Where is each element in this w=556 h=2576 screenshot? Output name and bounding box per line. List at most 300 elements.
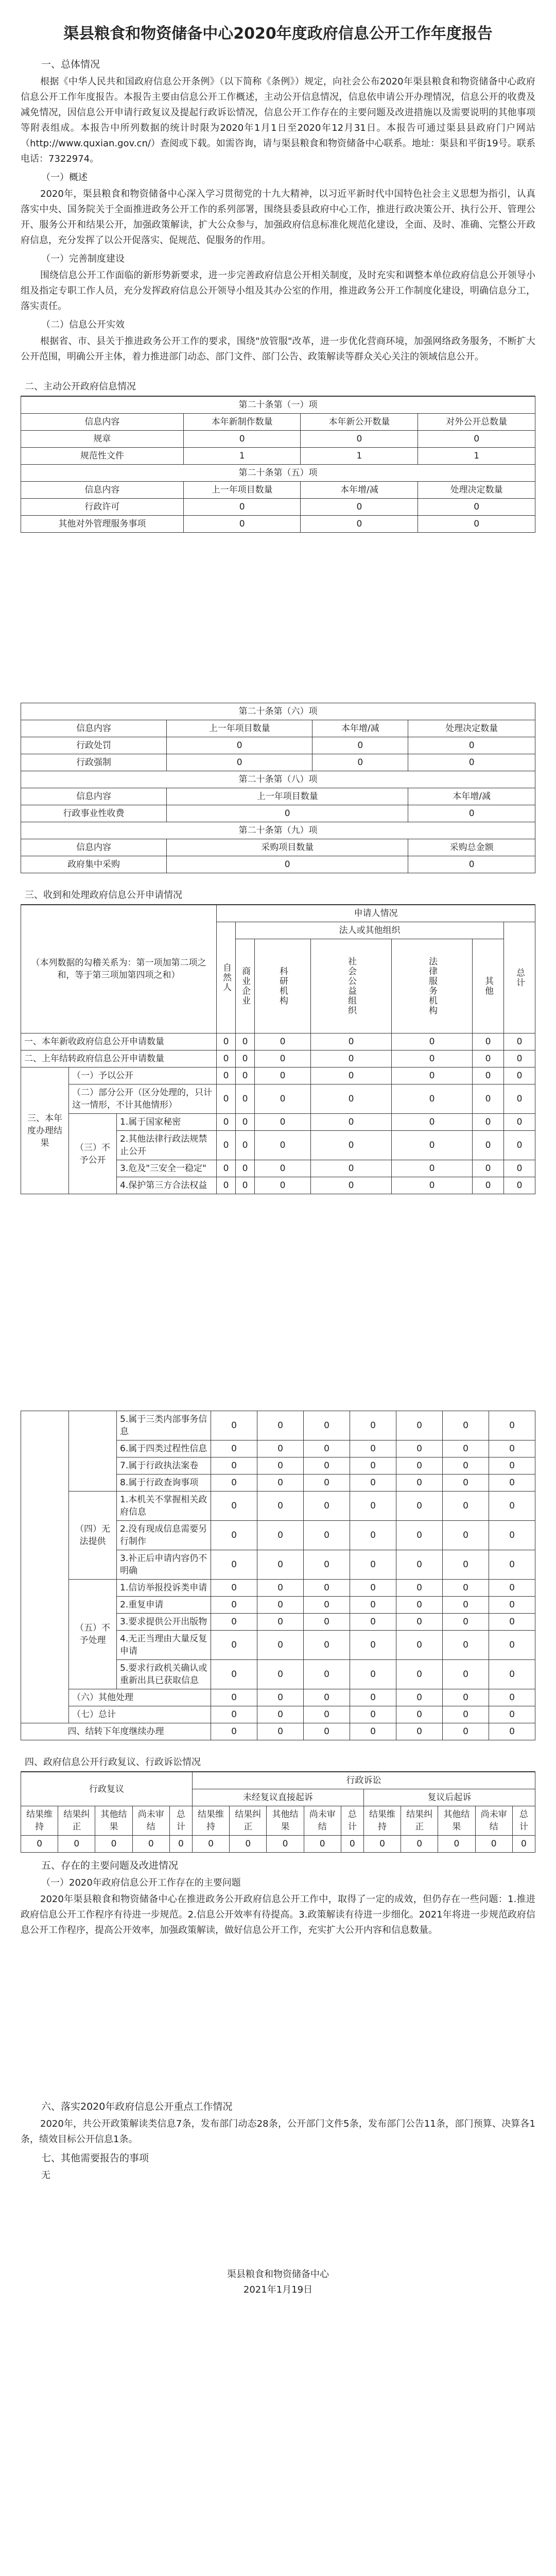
table-cell: 0 [350,1597,396,1614]
table-cell: 0 [350,1689,396,1706]
table-cell: 0 [489,1706,535,1723]
key-work-paragraph: 2020年，共公开政策解读类信息7条，发布部门动态28条，公开部门文件5条，发布部门公告11条，部门预算、决算各1条，绩效目标公开信息1条。 [21,2119,535,2145]
table-section-label: 第二十条第（八）项 [21,771,535,788]
row-label: 行政强制 [21,754,167,771]
table-cell: 0 [95,1836,132,1853]
row-label: 4.无正当理由大量反复申请 [117,1631,211,1660]
table-cell: 0 [236,1177,255,1194]
table-cell: 0 [167,805,408,822]
column-header: 总计 [341,1806,363,1836]
table-row [21,1084,535,1114]
table-cell: 0 [236,1131,255,1160]
table-cell: 0 [257,1475,304,1492]
column-header: 本年增/减 [408,788,535,805]
column-header: 信息内容 [21,720,167,737]
table-cell: 0 [504,1033,535,1050]
table-cell: 1 [183,448,301,465]
table-cell: 0 [473,1084,504,1114]
table-cell: 0 [211,1411,257,1440]
table-cell: 0 [217,1131,236,1160]
table-cell: 0 [489,1614,535,1631]
table-cell: 0 [401,1836,438,1853]
table-cell: 0 [473,1160,504,1177]
table-cell: 0 [341,1836,363,1853]
table-cell: 0 [304,1580,350,1597]
table-cell: 0 [489,1411,535,1440]
row-label: 规范性文件 [21,448,184,465]
table-cell: 0 [21,1836,58,1853]
table-cell: 0 [418,431,535,448]
table-cell: 0 [392,1160,473,1177]
table-cell: 0 [236,1033,255,1050]
group-label: 三、本年度办理结果 [21,1067,69,1194]
column-header: 其他结果 [95,1806,132,1836]
natural-person-header: 自然人 [217,922,236,1033]
table-cell: 1 [301,448,418,465]
table-row [21,1580,535,1597]
column-header: 总计 [169,1806,192,1836]
table-cell: 0 [312,754,408,771]
table-cell: 0 [489,1492,535,1521]
table-row [21,1689,535,1706]
table-cell: 0 [211,1550,257,1580]
signature-org: 渠县粮食和物资储备中心 [227,2269,329,2280]
column-header: 信息内容 [21,788,167,805]
table-cell: 0 [211,1631,257,1660]
table-row [21,737,535,754]
table-cell: 0 [408,754,535,771]
mechanism-label: （一）完善制度建设 [41,253,125,264]
application-table-continued [21,1411,535,1740]
table-cell: 0 [408,856,535,873]
overview-paragraph: 2020年，渠县粮食和物资储备中心深入学习贯彻党的十九大精神，以习近平新时代中国特色社会主义思想为指引，认真落实中央、国务院关于全面推进政务公开工作的系列部署，围绕县委县政府中心工作，推进行政决策公开、执行公开、管理公开、服务公开和结果公开，加强政策解读，扩大公众参与，加强政府信息标准化规范化建设，全面、及时、准确、完整公开政府信息，充分发挥了以公开促落实、促规范、促服务的作用。 [21,189,535,246]
mechanism-paragraph: 围绕信息公开工作面临的新形势新要求，进一步完善政府信息公开相关制度，及时充实和调整本单位政府信息公开领导小组及指定专职工作人员，充分发挥政府信息公开领导小组及其办公室的作用，推进政务公开工作制度化建设，明确信息分工，落实责任。 [21,270,535,312]
column-header: 信息内容 [21,414,184,431]
table-cell: 0 [304,1597,350,1614]
table-cell: 0 [443,1492,489,1521]
table-cell: 0 [311,1177,392,1194]
section-heading-5: 五、存在的主要问题及改进情况 [41,1860,179,1871]
table-cell: 0 [183,499,301,516]
group-label [69,1411,117,1492]
table-cell: 0 [350,1580,396,1597]
table-cell: 0 [443,1689,489,1706]
table-cell: 0 [311,1131,392,1160]
table-cell: 0 [392,1177,473,1194]
table-cell: 0 [211,1475,257,1492]
row-label: 行政许可 [21,499,184,516]
table-cell: 0 [255,1033,311,1050]
table-cell: 0 [183,516,301,533]
table-row [21,448,535,465]
column-header: 对外公开总数量 [418,414,535,431]
table-cell: 0 [257,1706,304,1723]
table-cell: 0 [396,1597,443,1614]
table-cell: 0 [211,1723,257,1740]
table-cell: 0 [169,1836,192,1853]
table-row [21,1033,535,1050]
table-cell: 0 [350,1550,396,1580]
row-label: 2.重复申请 [117,1597,211,1614]
no-review-header: 未经复议直接起诉 [192,1789,363,1806]
table-cell: 0 [392,1131,473,1160]
column-header: 尚未审结 [475,1806,512,1836]
table-cell: 0 [255,1050,311,1067]
table-cell: 0 [304,1458,350,1475]
row-label: 2.其他法律行政法规禁止公开 [117,1131,217,1160]
table-cell: 0 [504,1050,535,1067]
table-section-label: 第二十条第（一）项 [21,397,535,414]
column-header: 本年新公开数量 [301,414,418,431]
table-cell: 0 [257,1723,304,1740]
table-cell: 0 [443,1614,489,1631]
table-cell: 0 [504,1067,535,1084]
table-cell: 0 [443,1521,489,1550]
column-header: 其他结果 [267,1806,304,1836]
row-label: 5.属于三类内部事务信息 [117,1411,211,1440]
table-cell: 0 [311,1084,392,1114]
column-header: 采购项目数量 [167,839,408,856]
active-disclosure-table-2 [21,703,535,873]
table-cell: 0 [473,1033,504,1050]
table-cell: 0 [489,1597,535,1614]
row-label: 其他对外管理服务事项 [21,516,184,533]
table-cell: 0 [301,516,418,533]
column-header: 结果维持 [192,1806,229,1836]
table-cell: 0 [257,1631,304,1660]
table-cell: 0 [255,1114,311,1131]
table-cell: 0 [443,1458,489,1475]
table-cell: 0 [217,1033,236,1050]
table-cell: 0 [489,1550,535,1580]
group-label: （五）不予处理 [69,1580,117,1689]
table-cell: 0 [211,1440,257,1458]
table-cell: 0 [396,1475,443,1492]
row-label: 3.要求提供公开出版物 [117,1614,211,1631]
table-cell: 0 [392,1067,473,1084]
table-cell: 0 [443,1660,489,1689]
table-cell: 0 [396,1550,443,1580]
group-spacer [21,1411,69,1723]
table-cell: 0 [396,1521,443,1550]
table-cell: 0 [443,1440,489,1458]
table-row [21,1723,535,1740]
table-cell: 0 [217,1177,236,1194]
table-cell: 0 [304,1706,350,1723]
table-cell: 0 [257,1458,304,1475]
row-label: 四、结转下年度继续办理 [21,1723,211,1740]
table-cell: 0 [350,1411,396,1440]
table-cell: 0 [132,1836,169,1853]
table-corner-note: （本列数据的勾稽关系为：第一项加第二项之和，等于第三项加第四项之和） [21,905,217,1033]
table-row [21,1114,535,1131]
table-cell: 0 [58,1836,95,1853]
table-cell: 0 [257,1411,304,1440]
table-cell: 0 [211,1614,257,1631]
implementation-label: （二）信息公开实效 [41,319,125,330]
table-cell: 0 [443,1475,489,1492]
table-cell: 0 [217,1050,236,1067]
other-matters-paragraph: 无 [41,2170,50,2181]
table-cell: 0 [304,1723,350,1740]
overview-label: （一）概述 [41,172,88,183]
table-cell: 0 [489,1475,535,1492]
table-cell: 0 [350,1521,396,1550]
table-cell: 0 [443,1723,489,1740]
table-cell: 0 [418,499,535,516]
review-litigation-table [21,1772,535,1853]
table-cell: 0 [257,1660,304,1689]
table-cell: 0 [396,1440,443,1458]
table-cell: 0 [311,1160,392,1177]
table-cell: 0 [304,1689,350,1706]
table-cell: 0 [217,1114,236,1131]
row-label: 一、本年新收政府信息公开申请数量 [21,1033,217,1050]
table-cell: 0 [443,1580,489,1597]
table-row [21,1411,535,1440]
report-page [21,15,535,2298]
table-cell: 0 [350,1475,396,1492]
table-cell: 0 [489,1580,535,1597]
table-cell: 0 [443,1706,489,1723]
table-cell: 0 [350,1614,396,1631]
table-cell: 1 [418,448,535,465]
blank-gap [21,1941,535,2096]
table-cell: 0 [489,1723,535,1740]
table-cell: 0 [257,1597,304,1614]
row-label: （一）予以公开 [69,1067,217,1084]
table-cell: 0 [473,1177,504,1194]
column-header: 总计 [512,1806,535,1836]
table-cell: 0 [304,1492,350,1521]
row-label: 2.没有现成信息需要另行制作 [117,1521,211,1550]
row-label: 7.属于行政执法案卷 [117,1458,211,1475]
table-cell: 0 [350,1723,396,1740]
problems-paragraph: 2020年渠县粮食和物资储备中心在推进政务公开政府信息公开工作中，取得了一定的成效，但仍存在一些问题：1.推进政府信息公开工作程序有待进一步规范。2.信息公开效率有待提高。3.政策解读有待进一步细化。2021年将进一步规范政府信息公开工作程序，提高公开效率，加强政策解读，做好信息公开工作，充实扩大公开内容和信息数量。 [21,1894,535,1936]
table-cell: 0 [257,1580,304,1597]
table-cell: 0 [304,1475,350,1492]
table-cell: 0 [211,1458,257,1475]
table-cell: 0 [363,1836,401,1853]
row-label: 5.要求行政机关确认或重新出具已获取信息 [117,1660,211,1689]
table-cell: 0 [301,431,418,448]
table-cell: 0 [443,1631,489,1660]
row-label: 8.属于行政查询事项 [117,1475,211,1492]
table-cell: 0 [396,1492,443,1521]
column-header: 其他结果 [438,1806,475,1836]
table-cell: 0 [236,1114,255,1131]
active-disclosure-table-1 [21,396,535,533]
table-row [21,516,535,533]
column-header: 本年增/减 [312,720,408,737]
table-cell: 0 [489,1689,535,1706]
column-header: 结果纠正 [401,1806,438,1836]
table-row [21,1836,535,1853]
problems-label: （一）2020年政府信息公开工作存在的主要问题 [41,1877,241,1888]
group-label: （三）不予公开 [69,1114,117,1194]
table-cell: 0 [311,1114,392,1131]
table-cell: 0 [512,1836,535,1853]
table-cell: 0 [211,1521,257,1550]
table-cell: 0 [211,1660,257,1689]
column-header: 信息内容 [21,482,184,499]
table-cell: 0 [257,1440,304,1458]
row-label: 二、上年结转政府信息公开申请数量 [21,1050,217,1067]
table-cell: 0 [257,1689,304,1706]
table-cell: 0 [255,1067,311,1084]
group-label: （四）无法提供 [69,1492,117,1580]
table-cell: 0 [396,1689,443,1706]
table-cell: 0 [396,1580,443,1597]
table-cell: 0 [167,754,312,771]
column-header: 上一年项目数量 [183,482,301,499]
table-section-label: 第二十条第（六）项 [21,703,535,720]
table-cell: 0 [473,1067,504,1084]
table-cell: 0 [311,1050,392,1067]
column-header: 结果纠正 [58,1806,95,1836]
column-header: 其他 [473,939,504,1033]
table-cell: 0 [350,1631,396,1660]
table-cell: 0 [350,1660,396,1689]
row-label: 行政处罚 [21,737,167,754]
table-row [21,431,535,448]
table-cell: 0 [304,1631,350,1660]
blank-gap [21,2184,535,2267]
table-row [21,1050,535,1067]
table-cell: 0 [257,1521,304,1550]
table-cell: 0 [350,1440,396,1458]
table-row [21,805,535,822]
table-cell: 0 [211,1706,257,1723]
applicant-header: 申请人情况 [217,905,535,922]
table-cell: 0 [473,1114,504,1131]
section-heading-6: 六、落实2020年政府信息公开重点工作情况 [41,2101,233,2112]
column-header: 采购总金额 [408,839,535,856]
table-cell: 0 [504,1084,535,1114]
table-cell: 0 [396,1614,443,1631]
column-header: 社会公益组织 [311,939,392,1033]
table-cell: 0 [236,1084,255,1114]
table-cell: 0 [304,1550,350,1580]
row-label: （七）总计 [69,1706,211,1723]
column-header: 科研机构 [255,939,311,1033]
table-cell: 0 [301,499,418,516]
table-cell: 0 [257,1550,304,1580]
table-cell: 0 [236,1160,255,1177]
table-cell: 0 [230,1836,267,1853]
table-cell: 0 [504,1114,535,1131]
table-cell: 0 [255,1084,311,1114]
table-row [21,1492,535,1521]
signature-date: 2021年1月19日 [243,2284,313,2295]
table-cell: 0 [392,1033,473,1050]
table-cell: 0 [211,1580,257,1597]
intro-paragraph: 根据《中华人民共和国政府信息公开条例》（以下简称《条例》）规定，向社会公布2020年渠县粮食和物资储备中心政府信息公开工作年度报告。本报告主要由信息公开工作概述，主动公开信息情况，信息依申请公开办理情况，信息公开的收费及减免情况，因信息公开申请行政复议及提起行政诉讼情况，信息公开工作存在的主要问题及改进措施以及需要说明的其他事项等附表组成。本报告中所列数据的统计时限为2020年1月1日至2020年12月31日。本报告可通过渠县县政府门户网站（http://www.quxian.gov.cn/）查阅或下载。如需咨询，请与渠县粮食和物资储备中心联系。地址：渠县和平街19号。联系电话：7322974。 [21,76,535,164]
blank-gap [21,533,535,703]
table-row [21,499,535,516]
table-cell: 0 [396,1458,443,1475]
table-cell: 0 [183,431,301,448]
column-header: 商业企业 [236,939,255,1033]
row-label: 行政事业性收费 [21,805,167,822]
review-header: 行政复议 [21,1772,193,1806]
row-label: 1.本机关不掌握相关政府信息 [117,1492,211,1521]
row-label: 规章 [21,431,184,448]
table-cell: 0 [217,1160,236,1177]
table-cell: 0 [504,1131,535,1160]
table-cell: 0 [236,1050,255,1067]
table-cell: 0 [350,1492,396,1521]
column-header: 本年增/减 [301,482,418,499]
after-review-header: 复议后起诉 [363,1789,535,1806]
table-cell: 0 [311,1067,392,1084]
table-cell: 0 [312,737,408,754]
table-cell: 0 [192,1836,229,1853]
row-label: 6.属于四类过程性信息 [117,1440,211,1458]
table-row [21,856,535,873]
column-header: 处理决定数量 [418,482,535,499]
application-table [21,905,535,1194]
table-cell: 0 [392,1114,473,1131]
table-cell: 0 [438,1836,475,1853]
table-cell: 0 [217,1067,236,1084]
table-section-label: 第二十条第（五）项 [21,465,535,482]
column-header: 结果纠正 [230,1806,267,1836]
section-heading-3: 三、收到和处理政府信息公开申请情况 [21,887,535,905]
table-cell: 0 [443,1597,489,1614]
section-heading-4: 四、政府信息公开行政复议、行政诉讼情况 [21,1754,535,1772]
legal-entity-header: 法人或其他组织 [236,922,504,939]
table-cell: 0 [489,1660,535,1689]
table-cell: 0 [473,1131,504,1160]
table-cell: 0 [396,1631,443,1660]
table-cell: 0 [408,805,535,822]
table-cell: 0 [304,1440,350,1458]
table-cell: 0 [473,1050,504,1067]
table-cell: 0 [396,1706,443,1723]
implementation-paragraph: 根据省、市、县关于推进政务公开工作的要求，围绕"放管服"改革，进一步优化营商环境，加强网络政务服务，不断扩大公开范围，明确公开主体，着力推进部门动态、部门文件、部门公告、政策解读等群众关心关注的领域信息公开。 [21,336,535,362]
table-cell: 0 [236,1067,255,1084]
row-label: （六）其他处理 [69,1689,211,1706]
column-header: 结果维持 [363,1806,401,1836]
table-cell: 0 [255,1177,311,1194]
row-label: 政府集中采购 [21,856,167,873]
row-label: （二）部分公开（区分处理的，只计这一情形，不计其他情形） [69,1084,217,1114]
table-cell: 0 [443,1550,489,1580]
table-row [21,1706,535,1723]
table-cell: 0 [489,1521,535,1550]
page-title: 渠县粮食和物资储备中心2020年度政府信息公开工作年度报告 [63,25,493,43]
row-label: 4.保护第三方合法权益 [117,1177,217,1194]
table-cell: 0 [257,1492,304,1521]
table-cell: 0 [304,1614,350,1631]
table-cell: 0 [217,1084,236,1114]
table-cell: 0 [489,1458,535,1475]
section-heading-7: 七、其他需要报告的事项 [41,2153,149,2164]
column-header: 本年新制作数量 [183,414,301,431]
table-cell: 0 [267,1836,304,1853]
column-header: 法律服务机构 [392,939,473,1033]
table-cell: 0 [504,1160,535,1177]
table-row [21,754,535,771]
table-cell: 0 [408,737,535,754]
table-cell: 0 [396,1660,443,1689]
row-label: 3.危及"三安全一稳定" [117,1160,217,1177]
column-header: 尚未审结 [132,1806,169,1836]
column-header: 处理决定数量 [408,720,535,737]
table-cell: 0 [257,1614,304,1631]
table-cell: 0 [504,1177,535,1194]
